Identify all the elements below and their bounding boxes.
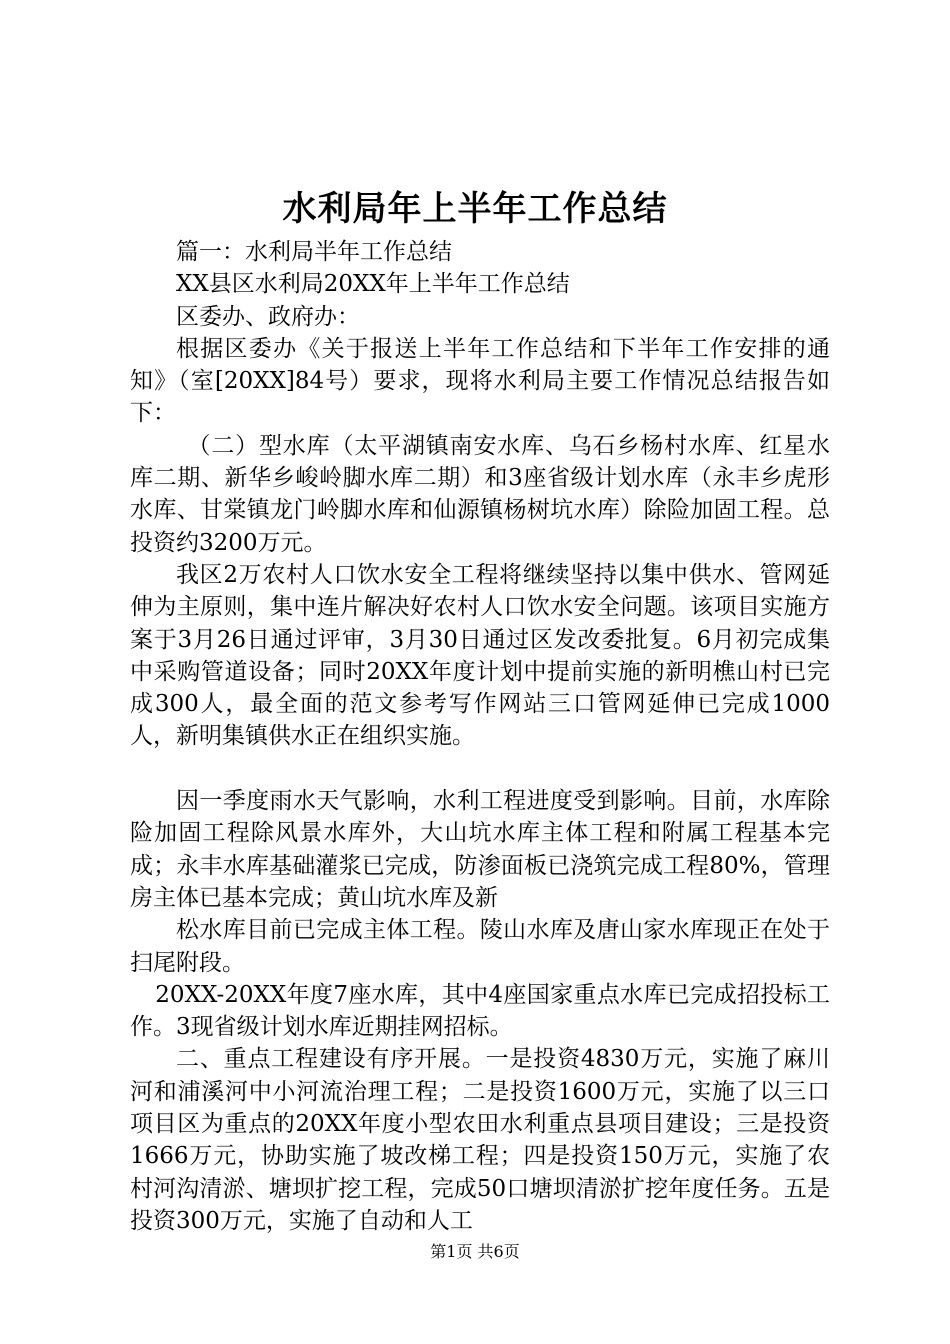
paragraph-weather-impact: 因一季度雨水天气影响，水利工程进度受到影响。目前，水库除险加固工程除风景水库外，大山坑水库主体工程和附属工程基本完成；永丰水库基础灌浆已完成，防渗面板已浇筑完成工程80%，管理房主体已基本完成；黄山坑水库及新 (130, 788, 830, 911)
paragraph-section-heading: 篇一：水利局半年工作总结 (176, 239, 452, 265)
paragraph-intro: 根据区委办《关于报送上半年工作总结和下半年工作安排的通知》（室[20XX]84号）要求，现将水利局主要工作情况总结报告如下： (130, 335, 830, 427)
paragraph-reservoirs: （二）型水库（太平湖镇南安水库、乌石乡杨村水库、红星水库二期、新华乡峻岭脚水库二期）和3座省级计划水库（永丰乡虎形水库、甘棠镇龙门岭脚水库和仙源镇杨树坑水库）除险加固工程。总投资约3200万元。 (130, 432, 830, 556)
paragraph-songshui: 松水库目前已完成主体工程。陵山水库及唐山家水库现正在处于扫尾附段。 (130, 917, 830, 976)
document-title: 水利局年上半年工作总结 (282, 189, 668, 229)
page-footer: 第1页 共6页 (430, 1242, 520, 1261)
paragraph-drinking-water: 我区2万农村人口饮水安全工程将继续坚持以集中供水、管网延伸为主原则，集中连片解决好农村人口饮水安全问题。该项目实施方案于3月26日通过评审，3月30日通过区发改委批复。6月初完成集中采购管道设备；同时20XX年度计划中提前实施的新明樵山村已完成300人，最全面的范文参考写作网站三口管网延伸已完成1000人，新明集镇供水正在组织实施。 (130, 561, 830, 750)
paragraph-salutation: 区委办、政府办： (176, 303, 360, 330)
paragraph-key-projects: 二、重点工程建设有序开展。一是投资4830万元，实施了麻川河和浦溪河中小河流治理工程；二是投资1600万元，实施了以三口项目区为重点的20XX年度小型农田水利重点县项目建设；三是投资1666万元，协助实施了坡改梯工程；四是投资150万元，实施了农村河沟清淤、塘坝扩挖工程，完成50口塘坝清淤扩挖年度任务。五是投资300万元，实施了自动和人工 (130, 1046, 830, 1234)
paragraph-report-title: XX县区水利局20XX年上半年工作总结 (176, 271, 570, 298)
document-body (130, 236, 830, 1237)
paragraph-seven-reservoirs: 20XX-20XX年度7座水库，其中4座国家重点水库已完成招投标工作。3现省级计划水库近期挂网招标。 (130, 981, 830, 1041)
